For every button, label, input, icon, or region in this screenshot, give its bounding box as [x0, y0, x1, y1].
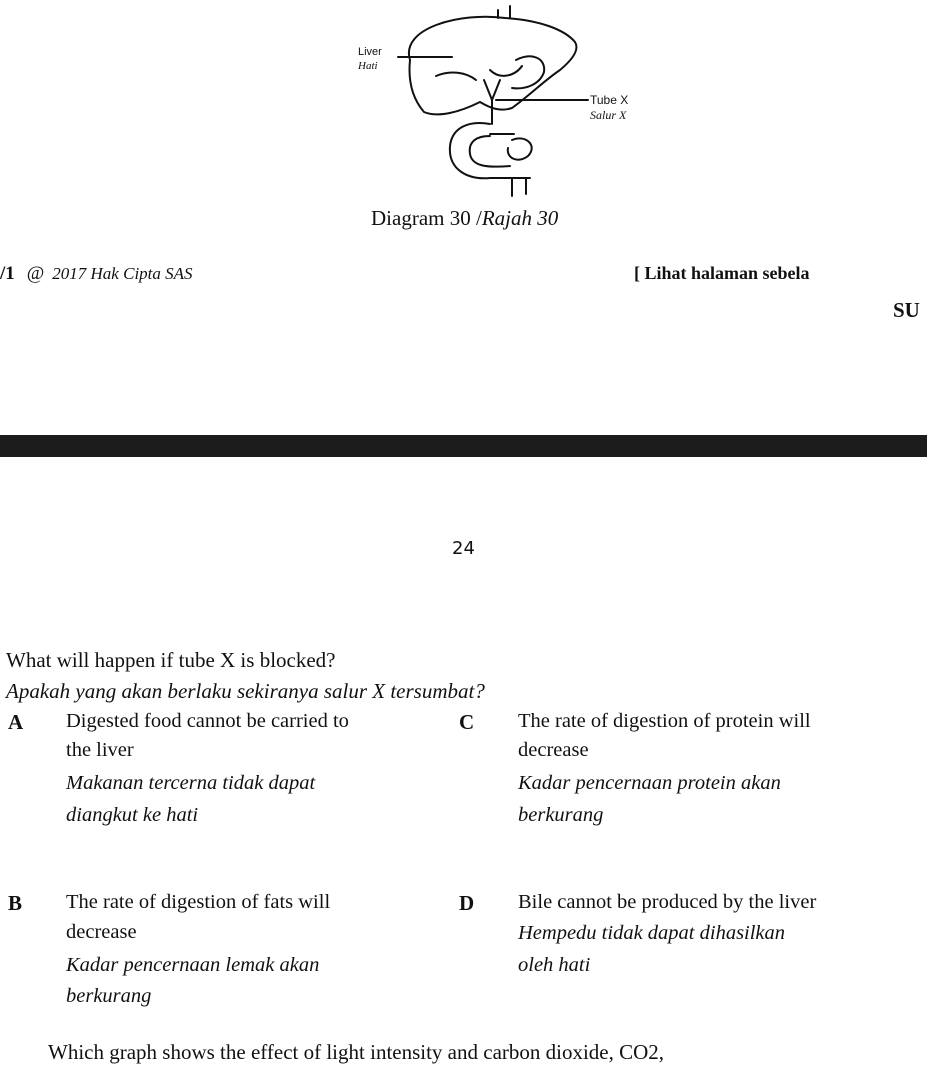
tube-label-ms: Salur X — [590, 108, 627, 122]
page-divider — [0, 435, 927, 457]
question-text-en: What will happen if tube X is blocked? — [6, 648, 336, 672]
option-c-letter[interactable]: C — [459, 710, 475, 734]
next-question-text: Which graph shows the effect of light intensity and carbon dioxide, CO2, — [48, 1040, 665, 1064]
option-b-en-1: The rate of digestion of fats will — [66, 891, 331, 913]
option-b-letter[interactable]: B — [8, 891, 23, 915]
cut-text: SU — [893, 298, 920, 322]
liver-diagram — [340, 0, 640, 200]
option-a-letter[interactable]: A — [8, 710, 24, 734]
option-b-ms-2: berkurang — [66, 985, 152, 1007]
tube-label-en: Tube X — [590, 93, 629, 107]
liver-label-en: Liver — [358, 46, 382, 58]
question-text-ms: Apakah yang akan berlaku sekiranya salur X tersumbat? — [6, 679, 485, 703]
caption-ms: Rajah 30 — [481, 206, 559, 230]
option-c-en-1: The rate of digestion of protein will — [518, 710, 811, 732]
page-number: 24 — [452, 538, 475, 559]
option-a-en-2: the liver — [66, 739, 134, 761]
caption-en: Diagram 30 / — [371, 206, 482, 230]
option-d-ms-1: Hempedu tidak dapat dihasilkan — [518, 922, 786, 944]
option-b-ms-1: Kadar pencernaan lemak akan — [66, 954, 320, 976]
option-c-en-2: decrease — [518, 739, 589, 761]
option-a-ms-1: Makanan tercerna tidak dapat — [66, 772, 316, 794]
liver-label-ms: Hati — [358, 60, 378, 72]
option-a-ms-2: diangkut ke hati — [66, 804, 199, 826]
page-footer-copyright — [0, 263, 193, 285]
option-c-ms-1: Kadar pencernaan protein akan — [518, 772, 781, 794]
diagram-caption — [371, 206, 558, 231]
copyright-symbol: @ — [26, 263, 45, 284]
option-a-en-1: Digested food cannot be carried to — [66, 710, 349, 732]
option-d-ms-2: oleh hati — [518, 954, 591, 976]
option-c-ms-2: berkurang — [518, 804, 604, 826]
option-d-letter[interactable]: D — [459, 891, 475, 915]
option-d-en-1: Bile cannot be produced by the liver — [518, 891, 817, 913]
next-page-note: [ Lihat halaman sebela — [634, 263, 810, 283]
page-ref: /1 — [0, 263, 15, 284]
option-b-en-2: decrease — [66, 921, 137, 943]
copyright-text: 2017 Hak Cipta SAS — [52, 264, 193, 283]
